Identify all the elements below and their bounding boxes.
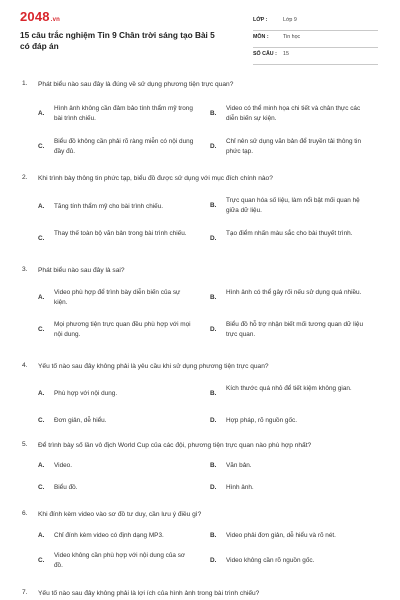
question-number: 3. bbox=[22, 266, 28, 273]
option-text: Hình ảnh. bbox=[226, 484, 254, 491]
option-letter: A. bbox=[38, 109, 45, 117]
meta-row-count bbox=[253, 48, 378, 65]
meta-key: MÔN : bbox=[253, 34, 269, 40]
option-letter: D. bbox=[210, 142, 217, 150]
option-letter: D. bbox=[210, 234, 217, 242]
document-title: 15 câu trắc nghiệm Tin 9 Chân trời sáng tạo Bài 5 có đáp án bbox=[20, 30, 215, 51]
meta-key: LỚP : bbox=[253, 17, 268, 23]
question-number: 1. bbox=[22, 80, 28, 87]
option-letter: B. bbox=[210, 109, 217, 117]
logo-suffix: .vn bbox=[50, 17, 61, 23]
option-text: Tăng tính thẩm mỹ cho bài trình chiếu. bbox=[54, 203, 164, 210]
option-letter: C. bbox=[38, 556, 45, 564]
option-letter: A. bbox=[38, 532, 45, 539]
question-number: 6. bbox=[22, 510, 28, 517]
option-letter: B. bbox=[210, 462, 217, 469]
option-letter: C. bbox=[38, 142, 45, 150]
question-number: 7. bbox=[22, 589, 28, 596]
meta-value: 15 bbox=[283, 51, 289, 57]
meta-info bbox=[253, 14, 378, 65]
option-letter: B. bbox=[210, 389, 217, 397]
meta-value: Tin học bbox=[283, 34, 301, 40]
option-letter: C. bbox=[38, 484, 45, 491]
header bbox=[0, 0, 400, 66]
option-letter: B. bbox=[210, 293, 217, 301]
question-text: Khi đính kèm video vào sơ đồ tư duy, cần lưu ý điều gì? bbox=[38, 511, 202, 518]
meta-key: SỐ CÂU : bbox=[253, 51, 277, 57]
option-text: Video. bbox=[54, 462, 73, 469]
option-text: Thay thế toàn bộ văn bản trong bài trình chiếu. bbox=[54, 230, 187, 237]
option-text: Video không cần phù hợp với nội dung của sơ đồ. bbox=[54, 552, 186, 569]
option-letter: B. bbox=[210, 532, 217, 539]
option-letter: D. bbox=[210, 417, 217, 424]
option-letter: C. bbox=[38, 234, 45, 242]
option-letter: A. bbox=[38, 462, 45, 469]
option-letter: D. bbox=[210, 557, 217, 564]
option-text: Trực quan hóa số liệu, làm nổi bật mối quan hệ giữa dữ liệu. bbox=[226, 197, 360, 214]
option-letter: C. bbox=[38, 325, 45, 333]
option-text: Mọi phương tiện trực quan đều phù hợp với mọi nội dung. bbox=[54, 321, 191, 338]
question-text: Phát biểu nào sau đây là đúng về sử dụng phương tiện trực quan? bbox=[38, 81, 234, 88]
option-text: Tạo điểm nhấn màu sắc cho bài thuyết trình. bbox=[226, 230, 353, 237]
question-text: Khi trình bày thông tin phức tạp, biểu đồ được sử dụng với mục đích chính nào? bbox=[38, 175, 273, 182]
option-letter: B. bbox=[210, 201, 217, 209]
option-text: Kích thước quá nhỏ để tiết kiệm không gian. bbox=[226, 385, 352, 392]
option-text: Biểu đồ. bbox=[54, 484, 78, 491]
option-text: Video phải đơn giản, dễ hiểu và rõ nét. bbox=[226, 532, 336, 539]
option-text: Video không cần rõ nguồn gốc. bbox=[226, 557, 315, 564]
option-text: Video có thể minh họa chi tiết và chân thực các diễn biến sự kiện. bbox=[226, 105, 361, 122]
option-letter: A. bbox=[38, 293, 45, 301]
option-text: Biểu đồ không cần phải rõ ràng miễn có nội dung đầy đủ. bbox=[54, 138, 194, 155]
question-text: Yếu tố nào sau đây không phải là yêu cầu khi sử dụng phương tiện trực quan? bbox=[38, 363, 269, 370]
option-text: Hình ảnh có thể gây rối nếu sử dụng quá nhiều. bbox=[226, 289, 362, 296]
option-text: Hợp pháp, rõ nguồn gốc. bbox=[226, 417, 297, 424]
option-text: Chỉ nên sử dụng văn bản để truyền tải thông tin phức tạp. bbox=[226, 138, 362, 155]
option-letter: D. bbox=[210, 484, 217, 491]
option-letter: D. bbox=[210, 325, 217, 333]
question-number: 2. bbox=[22, 174, 28, 181]
question-number: 5. bbox=[22, 441, 28, 448]
option-text: Biểu đồ hỗ trợ nhận biết mối tương quan dữ liệu trực quan. bbox=[226, 321, 364, 338]
option-text: Văn bản. bbox=[226, 462, 252, 469]
option-text: Chỉ đính kèm video có định dạng MP3. bbox=[54, 532, 164, 539]
option-text: Video phù hợp để trình bày diễn biến của sự kiện. bbox=[54, 289, 181, 306]
meta-row-subject bbox=[253, 31, 378, 48]
option-letter: A. bbox=[38, 203, 45, 210]
site-logo[interactable] bbox=[20, 9, 60, 24]
question-text: Yếu tố nào sau đây không phải là lợi ích của hình ảnh trong bài trình chiếu? bbox=[38, 590, 260, 597]
option-letter: A. bbox=[38, 390, 45, 397]
question-text: Để trình bày số lần vô địch World Cup của các đội, phương tiện trực quan nào phù hợp nhất? bbox=[38, 442, 312, 449]
meta-value: Lớp 9 bbox=[283, 17, 297, 23]
question-number: 4. bbox=[22, 362, 28, 369]
question-text: Phát biểu nào sau đây là sai? bbox=[38, 267, 125, 274]
option-text: Đơn giản, dễ hiểu. bbox=[54, 417, 107, 424]
option-text: Hình ảnh không cần đảm bảo tính thẩm mỹ trong bài trình chiếu. bbox=[54, 105, 193, 122]
option-letter: C. bbox=[38, 417, 45, 424]
option-text: Phù hợp với nội dung. bbox=[54, 390, 118, 397]
logo-main: 2048 bbox=[20, 9, 50, 24]
meta-row-class bbox=[253, 14, 378, 31]
